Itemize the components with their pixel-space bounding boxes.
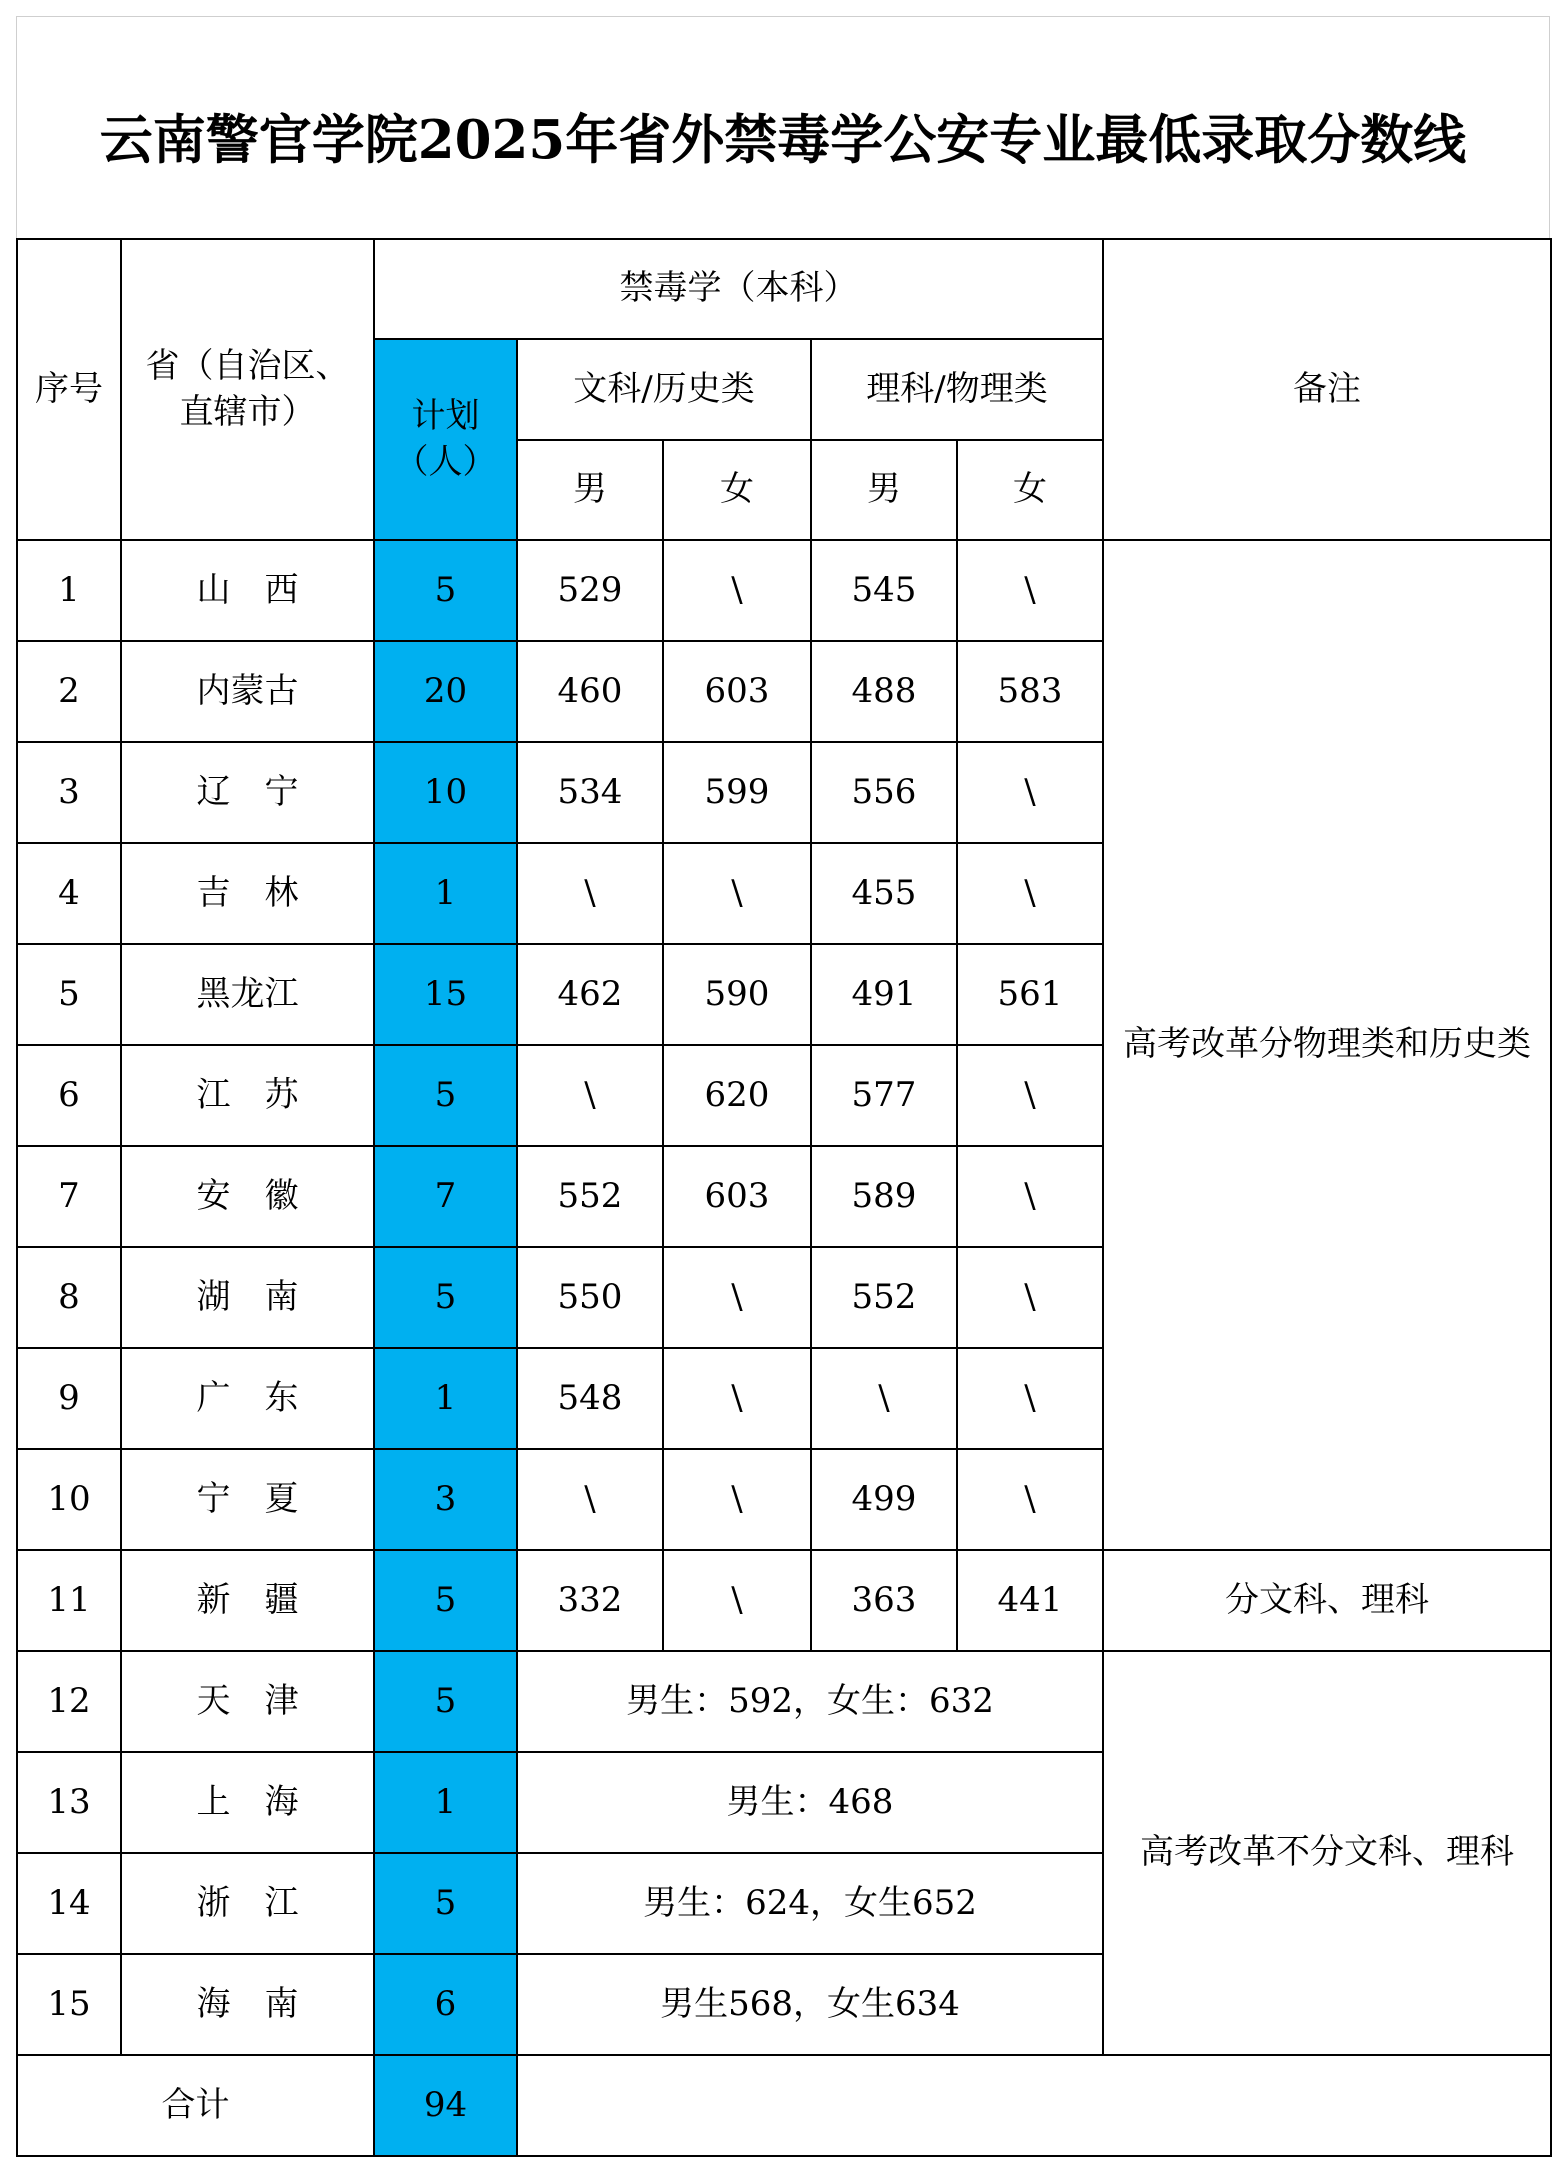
total-blank	[517, 2055, 1551, 2156]
row-scores-merged: 男生：624，女生652	[517, 1853, 1103, 1954]
row-science-male: 589	[811, 1146, 957, 1247]
row-province: 湖 南	[121, 1247, 374, 1348]
row-liberal-male: \	[517, 1045, 663, 1146]
header-major: 禁毒学（本科）	[374, 239, 1103, 339]
row-number: 1	[17, 540, 121, 641]
remarks-group2: 分文科、理科	[1103, 1550, 1551, 1651]
row-science-female: 561	[957, 944, 1103, 1045]
row-science-male: \	[811, 1348, 957, 1449]
row-liberal-female: 590	[663, 944, 811, 1045]
row-science-female: 583	[957, 641, 1103, 742]
row-science-female: \	[957, 843, 1103, 944]
row-liberal-female: 603	[663, 641, 811, 742]
row-number: 9	[17, 1348, 121, 1449]
row-liberal-female: \	[663, 1550, 811, 1651]
row-science-male: 488	[811, 641, 957, 742]
row-number: 14	[17, 1853, 121, 1954]
header-remarks: 备注	[1103, 239, 1551, 540]
row-plan: 5	[374, 1045, 517, 1146]
row-province: 海 南	[121, 1954, 374, 2055]
row-liberal-female: \	[663, 843, 811, 944]
row-number: 4	[17, 843, 121, 944]
title-box	[16, 16, 1550, 238]
row-number: 11	[17, 1550, 121, 1651]
header-science-female: 女	[957, 440, 1103, 540]
row-number: 3	[17, 742, 121, 843]
row-plan: 10	[374, 742, 517, 843]
row-science-male: 499	[811, 1449, 957, 1550]
row-number: 8	[17, 1247, 121, 1348]
header-liberal-male: 男	[517, 440, 663, 540]
header-plan	[374, 339, 517, 540]
row-province: 山 西	[121, 540, 374, 641]
row-liberal-female: \	[663, 1247, 811, 1348]
row-liberal-male: 460	[517, 641, 663, 742]
row-scores-merged: 男生：592，女生：632	[517, 1651, 1103, 1752]
row-science-female: \	[957, 742, 1103, 843]
remarks-group1: 高考改革分物理类和历史类	[1103, 540, 1551, 1550]
row-scores-merged: 男生：468	[517, 1752, 1103, 1853]
row-liberal-female: \	[663, 1449, 811, 1550]
row-province: 浙 江	[121, 1853, 374, 1954]
row-province: 上 海	[121, 1752, 374, 1853]
row-province: 安 徽	[121, 1146, 374, 1247]
row-liberal-female: \	[663, 1348, 811, 1449]
row-province: 江 苏	[121, 1045, 374, 1146]
row-plan: 6	[374, 1954, 517, 2055]
row-number: 2	[17, 641, 121, 742]
row-number: 12	[17, 1651, 121, 1752]
row-plan: 5	[374, 1853, 517, 1954]
row-plan: 5	[374, 540, 517, 641]
row-liberal-male: 552	[517, 1146, 663, 1247]
header-plan-line1: 计划	[411, 395, 480, 436]
remarks-group3: 高考改革不分文科、理科	[1103, 1651, 1551, 2055]
header-province-line2: 直辖市）	[179, 391, 316, 432]
row-plan: 15	[374, 944, 517, 1045]
row-liberal-male: 548	[517, 1348, 663, 1449]
row-liberal-male: 462	[517, 944, 663, 1045]
row-scores-merged: 男生568，女生634	[517, 1954, 1103, 2055]
row-science-male: 455	[811, 843, 957, 944]
row-number: 15	[17, 1954, 121, 2055]
header-science: 理科/物理类	[811, 339, 1103, 440]
row-science-male: 577	[811, 1045, 957, 1146]
row-province: 辽 宁	[121, 742, 374, 843]
row-number: 6	[17, 1045, 121, 1146]
row-province: 宁 夏	[121, 1449, 374, 1550]
row-number: 5	[17, 944, 121, 1045]
header-plan-line2: （人）	[394, 441, 497, 482]
total-row	[17, 2055, 1551, 2156]
table-row	[17, 1550, 1551, 1651]
header-science-male: 男	[811, 440, 957, 540]
header-liberal-female: 女	[663, 440, 811, 540]
row-liberal-male: 534	[517, 742, 663, 843]
header-seq: 序号	[17, 239, 121, 540]
row-plan: 1	[374, 1348, 517, 1449]
row-plan: 1	[374, 1752, 517, 1853]
row-science-female: \	[957, 540, 1103, 641]
row-liberal-female: \	[663, 540, 811, 641]
row-science-female: \	[957, 1449, 1103, 1550]
row-science-female: \	[957, 1045, 1103, 1146]
page-title: 云南警官学院2025年省外禁毒学公安专业最低录取分数线	[99, 108, 1467, 171]
row-province: 内蒙古	[121, 641, 374, 742]
row-plan: 5	[374, 1651, 517, 1752]
row-liberal-male: 332	[517, 1550, 663, 1651]
row-plan: 5	[374, 1247, 517, 1348]
row-liberal-female: 620	[663, 1045, 811, 1146]
row-province: 新 疆	[121, 1550, 374, 1651]
row-science-male: 363	[811, 1550, 957, 1651]
row-science-female: \	[957, 1348, 1103, 1449]
row-science-male: 556	[811, 742, 957, 843]
row-liberal-male: \	[517, 843, 663, 944]
table-row	[17, 1651, 1551, 1752]
row-liberal-male: 550	[517, 1247, 663, 1348]
row-province: 天 津	[121, 1651, 374, 1752]
admission-score-table	[16, 238, 1552, 2157]
row-science-male: 491	[811, 944, 957, 1045]
row-science-male: 545	[811, 540, 957, 641]
row-plan: 20	[374, 641, 517, 742]
row-science-female: \	[957, 1247, 1103, 1348]
row-science-female: \	[957, 1146, 1103, 1247]
row-province: 黑龙江	[121, 944, 374, 1045]
row-number: 7	[17, 1146, 121, 1247]
row-number: 13	[17, 1752, 121, 1853]
row-plan: 7	[374, 1146, 517, 1247]
row-science-female: 441	[957, 1550, 1103, 1651]
row-science-male: 552	[811, 1247, 957, 1348]
total-plan: 94	[374, 2055, 517, 2156]
header-province	[121, 239, 374, 540]
row-number: 10	[17, 1449, 121, 1550]
row-province: 吉 林	[121, 843, 374, 944]
header-liberal: 文科/历史类	[517, 339, 811, 440]
row-province: 广 东	[121, 1348, 374, 1449]
row-liberal-female: 603	[663, 1146, 811, 1247]
row-liberal-female: 599	[663, 742, 811, 843]
total-label: 合计	[17, 2055, 374, 2156]
row-plan: 3	[374, 1449, 517, 1550]
header-province-line1: 省（自治区、	[145, 345, 350, 386]
row-liberal-male: 529	[517, 540, 663, 641]
table-row	[17, 540, 1551, 641]
row-liberal-male: \	[517, 1449, 663, 1550]
row-plan: 5	[374, 1550, 517, 1651]
row-plan: 1	[374, 843, 517, 944]
